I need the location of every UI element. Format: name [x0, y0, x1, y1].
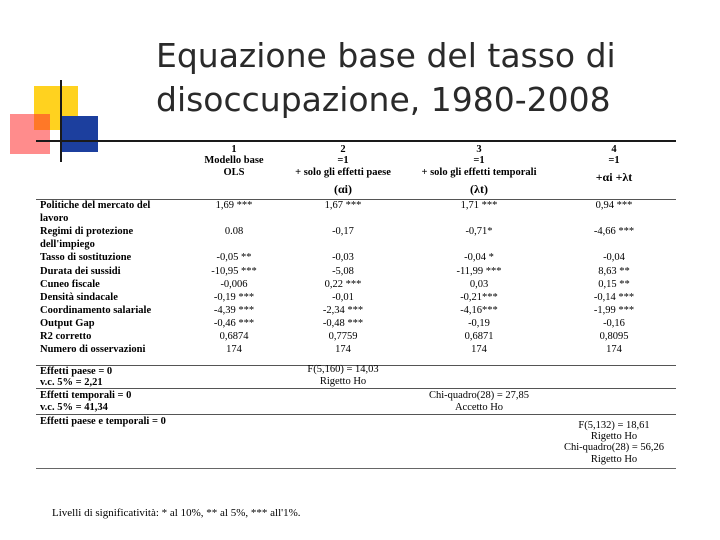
cell-col1: -0,46 ***	[213, 317, 255, 329]
cell-col1: -10,95 ***	[211, 265, 257, 277]
test-entrambi-label: Effetti paese e temporali = 0	[40, 416, 166, 427]
cell-col1: 174	[226, 344, 242, 356]
row-label: Cuneo fiscale	[40, 278, 100, 290]
row-label: Durata dei sussidi	[40, 265, 121, 277]
cell-col2: -0,01	[332, 291, 354, 303]
cell-col1: 0.08	[224, 226, 244, 238]
row-label: Tasso di sostituzione	[40, 252, 132, 264]
row-label: Numero di osservazioni	[40, 344, 146, 356]
row-label: Politiche del mercato del	[40, 200, 151, 211]
col4-number: 4	[611, 144, 617, 155]
row-label: Densità sindacale	[40, 291, 118, 303]
cell-col4: -0,04	[603, 252, 625, 264]
test-temporali-stat: Chi-quadro(28) = 27,85	[428, 390, 530, 401]
col3-number: 3	[476, 144, 482, 155]
row-label: lavoro	[40, 213, 69, 225]
test-paese-label: Effetti paese = 0	[40, 366, 113, 377]
tests-rule-2	[36, 388, 676, 389]
cell-col1: 0,6874	[219, 331, 249, 342]
test-paese-stat: F(5,160) = 14,03	[307, 364, 379, 375]
row-label: Coordinamento salariale	[40, 304, 152, 316]
cell-col3: 0,6871	[464, 331, 494, 342]
cell-col4: 0,15 **	[598, 278, 630, 290]
slide-title: Equazione base del tasso di disoccupazione, 1980-2008	[156, 36, 616, 119]
col2-header-line3: (αi)	[333, 182, 353, 196]
row-label: dell'impiego	[40, 239, 95, 251]
test-entrambi-result1: Rigetto Ho	[590, 431, 638, 442]
test-entrambi-stat1: F(5,132) = 18,61	[578, 420, 650, 431]
tests-rule-3	[36, 414, 676, 415]
cell-col2: 1,67 ***	[324, 200, 362, 211]
col3-header-line2: + solo gli effetti temporali	[421, 167, 537, 178]
cell-col3: -0,19	[468, 317, 490, 329]
cell-col4: 0,8095	[599, 331, 629, 342]
cell-col4: 0,94 ***	[595, 200, 633, 211]
cell-col3: 0,03	[469, 278, 489, 290]
table-bottom-rule	[36, 468, 676, 469]
test-temporali-vc: v.c. 5% = 41,34	[40, 402, 108, 413]
cell-col1: -0,006	[220, 278, 248, 290]
cell-col2: -0,48 ***	[322, 317, 364, 329]
cell-col1: -0,05 **	[216, 252, 252, 264]
col1-number: 1	[231, 144, 237, 155]
cell-col1: -4,39 ***	[213, 304, 255, 316]
col1-header-line1: Modello base	[204, 155, 264, 166]
test-temporali-label: Effetti temporali = 0	[40, 390, 132, 401]
cell-col3: 174	[471, 344, 487, 356]
col1-header-line2: OLS	[223, 167, 245, 178]
col2-header-line1: =1	[337, 155, 349, 166]
cell-col4: 8,63 **	[598, 265, 630, 277]
cell-col3: -11,99 ***	[456, 265, 502, 277]
col2-number: 2	[340, 144, 346, 155]
test-paese-vc: v.c. 5% = 2,21	[40, 377, 103, 388]
cell-col2: 174	[335, 344, 351, 356]
test-paese-result: Rigetto Ho	[319, 376, 367, 387]
test-entrambi-stat2: Chi-quadro(28) = 56,26	[563, 442, 665, 453]
col3-header-line1: =1	[473, 155, 485, 166]
col2-header-line2: + solo gli effetti paese	[295, 167, 391, 178]
test-entrambi-result2: Rigetto Ho	[590, 454, 638, 465]
col3-header-line3: (λt)	[470, 182, 488, 196]
cell-col2: 0,7759	[328, 331, 358, 342]
row-label: R2 corretto	[40, 331, 92, 342]
cell-col2: -5,08	[332, 265, 354, 277]
cell-col4: 174	[606, 344, 622, 356]
row-label: Regimi di protezione	[40, 226, 134, 238]
row-label: Output Gap	[40, 317, 95, 329]
cell-col4: -4,66 ***	[593, 226, 635, 238]
cell-col4: -0,14 ***	[593, 291, 635, 303]
col4-header-line2: +αi +λt	[595, 170, 633, 184]
cell-col1: -0,19 ***	[213, 291, 255, 303]
cell-col3: -0,04 *	[464, 252, 494, 264]
cell-col4: -1,99 ***	[593, 304, 635, 316]
cell-col2: -2,34 ***	[322, 304, 364, 316]
cell-col3: -4,16***	[460, 304, 498, 316]
cell-col1: 1,69 ***	[215, 200, 253, 211]
significance-footnote: Livelli di significatività: * al 10%, ** al 5%, *** all'1%.	[52, 507, 301, 519]
cell-col3: -0,71*	[465, 226, 493, 238]
col4-header-line1: =1	[608, 155, 620, 166]
cell-col2: -0,03	[332, 252, 354, 264]
cell-col2: -0,17	[332, 226, 354, 238]
cell-col3: 1,71 ***	[460, 200, 498, 211]
cell-col3: -0,21***	[460, 291, 498, 303]
regression-table	[36, 142, 676, 470]
cell-col4: -0,16	[603, 317, 625, 329]
test-temporali-result: Accetto Ho	[454, 402, 504, 413]
cell-col2: 0,22 ***	[324, 278, 362, 290]
